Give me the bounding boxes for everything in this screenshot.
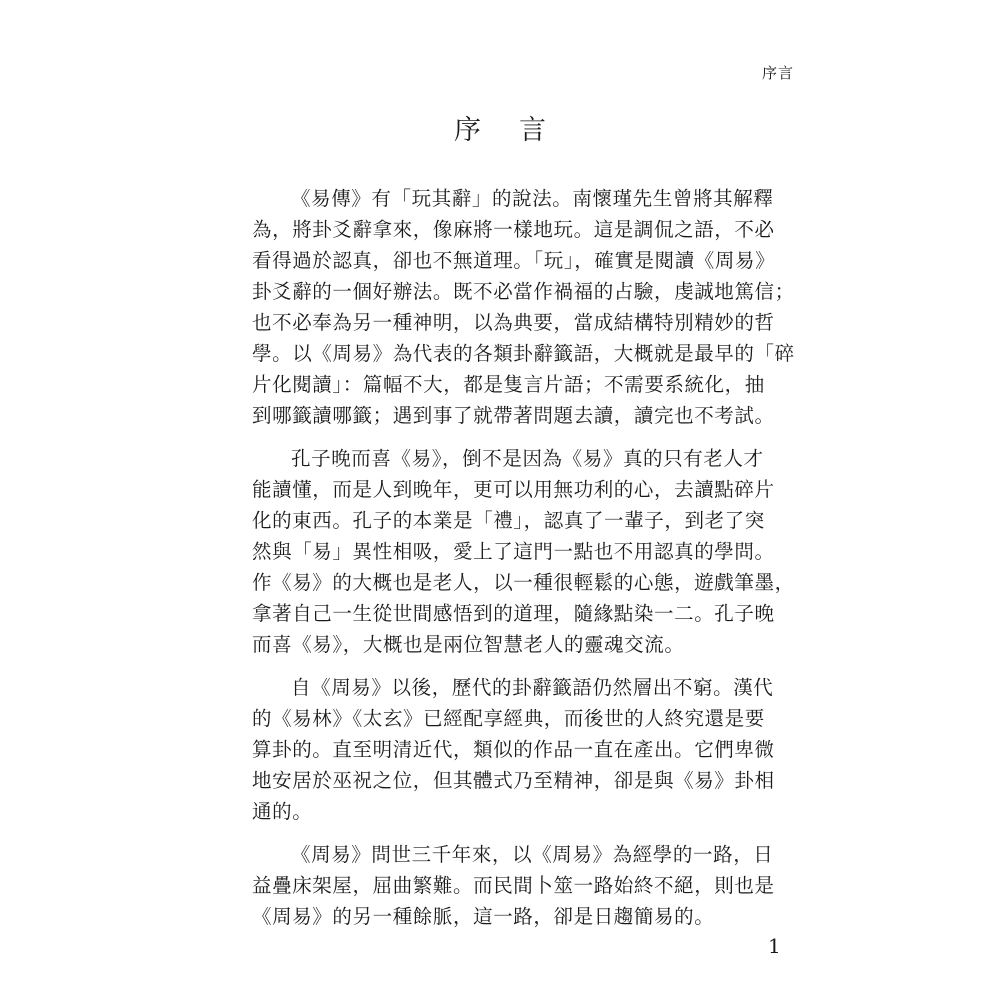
page-number: 1: [768, 934, 781, 958]
paragraph-3: [252, 672, 775, 827]
text-line: 化的東西。孔子的本業是「禮」，認真了一輩子，到老了突: [252, 509, 765, 532]
text-line: 卦爻辭的一個好辦法。既不必當作禍福的占驗，虔誠地篤信；: [252, 280, 795, 303]
text-line: 自《周易》以後，歷代的卦辭籤語仍然層出不窮。漢代: [291, 676, 774, 699]
paragraph-2: [252, 443, 795, 660]
title-char: 言: [519, 115, 546, 146]
text-line: 通的。: [252, 800, 313, 823]
body-text: [252, 183, 795, 932]
text-line: 《周易》的另一種餘脈，這一路，卻是日趨簡易的。: [252, 905, 715, 928]
text-line: 然與「易」異性相吸，愛上了這門一點也不用認真的學問。: [252, 540, 775, 563]
text-line: 片化閱讀」：篇幅不大，都是隻言片語；不需要系統化，抽: [252, 373, 765, 396]
text-line: 益疊床架屋，屈曲繁難。而民間卜筮一路始終不絕，則也是: [252, 874, 775, 897]
text-line: 學。以《周易》為代表的各類卦辭籤語，大概就是最早的「碎: [252, 342, 795, 365]
text-line: 的《易林》《太玄》已經配享經典，而後世的人終究還是要: [252, 707, 765, 730]
text-line: 能讀懂，而是人到晚年，更可以用無功利的心，去讀點碎片: [252, 478, 775, 501]
running-header: 序言: [762, 64, 795, 82]
text-line: 地安居於巫祝之位，但其體式乃至精神，卻是與《易》卦相: [252, 769, 775, 792]
text-line: 《易傳》有「玩其辭」的說法。南懷瑾先生曾將其解釋: [291, 187, 774, 210]
text-line: 作《易》的大概也是老人，以一種很輕鬆的心態，遊戲筆墨，: [252, 571, 795, 594]
text-line: 為，將卦爻辭拿來，像麻將一樣地玩。這是調侃之語，不必: [252, 218, 775, 241]
text-line: 拿著自己一生從世間感悟到的道理，隨緣點染一二。孔子晚: [252, 602, 775, 625]
text-line: 而喜《易》，大概也是兩位智慧老人的靈魂交流。: [252, 633, 685, 656]
title-char: 序: [454, 115, 481, 146]
text-line: 到哪籤讀哪籤；遇到事了就帶著問題去讀，讀完也不考試。: [252, 404, 775, 427]
text-line: 《周易》問世三千年來，以《周易》為經學的一路，日: [291, 843, 774, 866]
text-line: 孔子晚而喜《易》，倒不是因為《易》真的只有老人才: [291, 447, 764, 470]
text-line: 看得過於認真，卻也不無道理。「玩」，確實是閱讀《周易》: [252, 249, 776, 272]
page-title: [0, 108, 1000, 147]
paragraph-4: [252, 839, 775, 932]
text-line: 也不必奉為另一種神明，以為典要，當成結構特別精妙的哲: [252, 311, 775, 334]
paragraph-1: [252, 183, 795, 431]
text-line: 算卦的。直至明清近代，類似的作品一直在產出。它們卑微: [252, 738, 775, 761]
